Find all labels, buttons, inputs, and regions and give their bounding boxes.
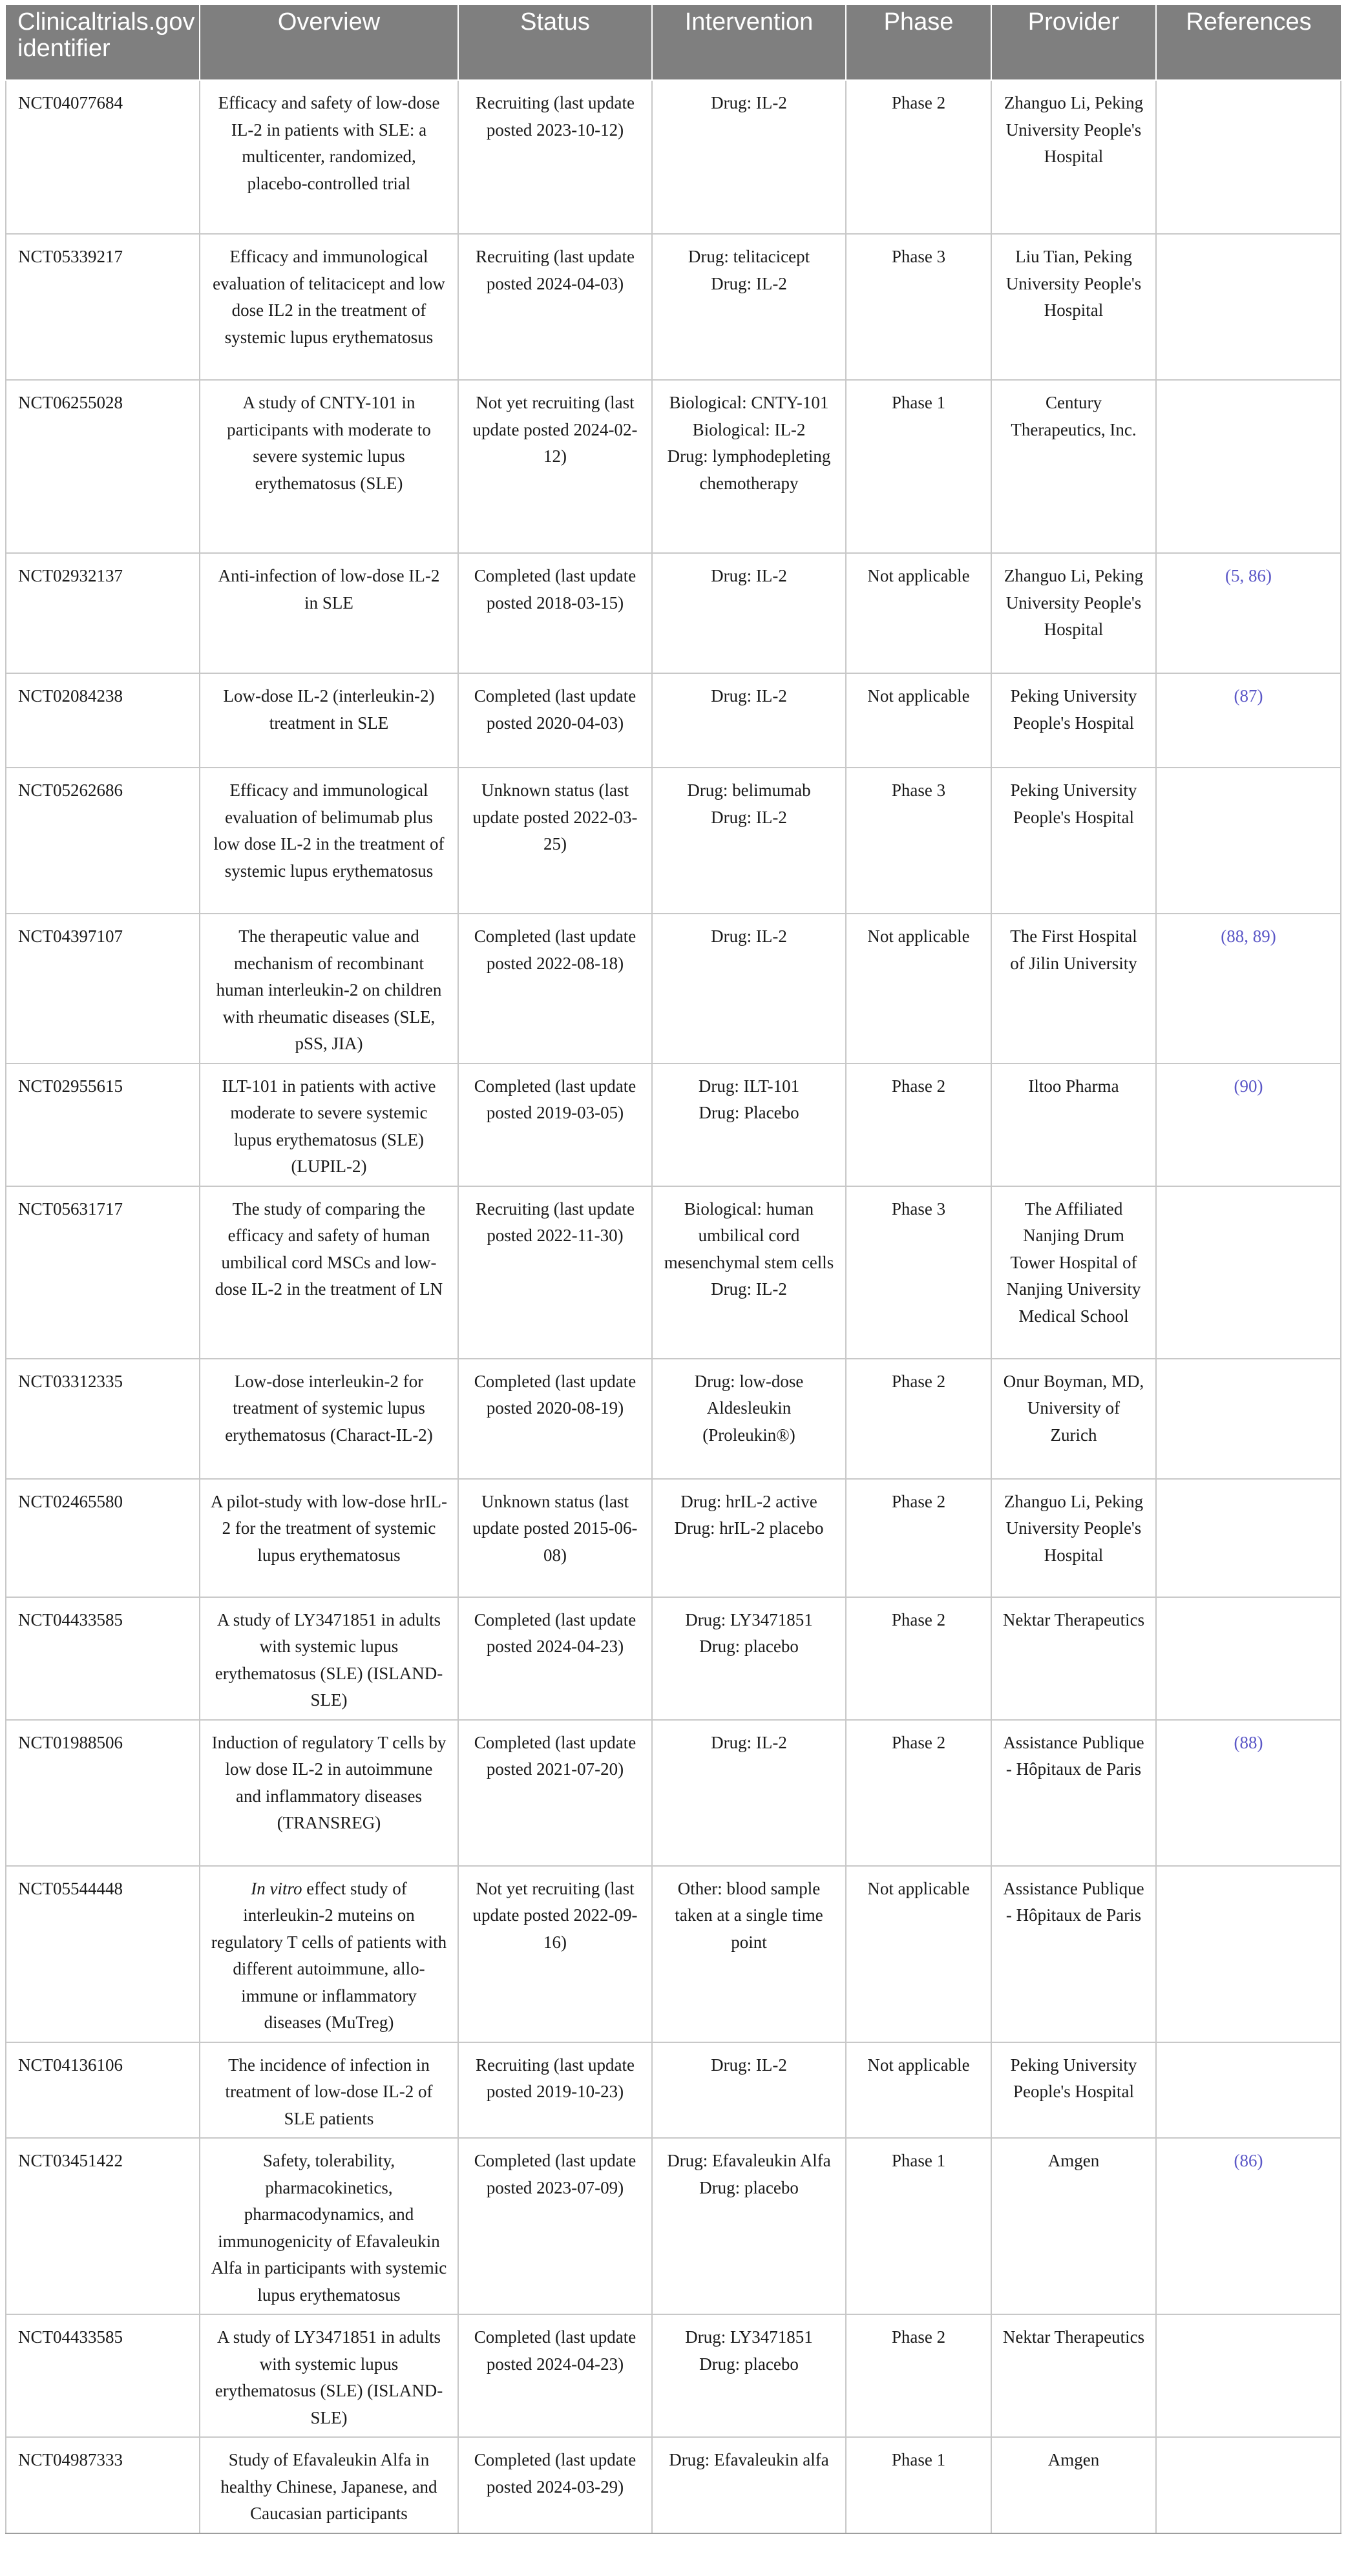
intervention-item: Drug: IL-2 — [711, 566, 787, 585]
table-header — [6, 5, 1341, 80]
header-overview: Overview — [200, 5, 458, 80]
table-row — [6, 2138, 1341, 2314]
trial-overview: A pilot-study with low-dose hrIL-2 for the treatment of systemic lupus erythematosus — [200, 1479, 458, 1597]
table-row — [6, 673, 1341, 768]
table-body — [6, 80, 1341, 2533]
trial-intervention — [652, 1720, 846, 1866]
trial-provider: Assistance Publique - Hôpitaux de Paris — [991, 1720, 1156, 1866]
trial-phase: Phase 2 — [846, 1597, 991, 1720]
trial-references — [1156, 1866, 1341, 2042]
trial-provider: Amgen — [991, 2437, 1156, 2533]
trial-identifier: NCT04433585 — [6, 1597, 200, 1720]
trial-overview: A study of LY3471851 in adults with systemic lupus erythematosus (SLE) (ISLAND-SLE) — [200, 2314, 458, 2437]
trial-provider: Nektar Therapeutics — [991, 1597, 1156, 1720]
trial-identifier: NCT02084238 — [6, 673, 200, 768]
trial-status: Completed (last update posted 2023-07-09) — [458, 2138, 652, 2314]
table-row — [6, 1866, 1341, 2042]
table-row — [6, 553, 1341, 673]
trial-intervention — [652, 1359, 846, 1479]
trial-references: (88, 89) — [1156, 914, 1341, 1063]
trial-identifier: NCT04077684 — [6, 80, 200, 234]
trial-identifier: NCT02932137 — [6, 553, 200, 673]
trial-references — [1156, 80, 1341, 234]
trial-intervention — [652, 1866, 846, 2042]
intervention-item: Drug: IL-2 — [711, 686, 787, 706]
trial-references — [1156, 1479, 1341, 1597]
intervention-item: Drug: hrIL-2 placebo — [674, 1518, 824, 1538]
trial-identifier: NCT01988506 — [6, 1720, 200, 1866]
trial-identifier: NCT02465580 — [6, 1479, 200, 1597]
trial-provider: Peking University People's Hospital — [991, 768, 1156, 914]
intervention-item: Drug: IL-2 — [711, 93, 787, 112]
trial-provider: Peking University People's Hospital — [991, 2042, 1156, 2139]
trial-references: (88) — [1156, 1720, 1341, 1866]
intervention-item: Drug: hrIL-2 active — [680, 1491, 817, 1511]
intervention-item: Drug: Efavaleukin Alfa — [667, 2151, 831, 2170]
intervention-item: Biological: IL-2 — [692, 419, 806, 439]
trial-overview: Low-dose IL-2 (interleukin-2) treatment in SLE — [200, 673, 458, 768]
header-row — [6, 5, 1341, 80]
trial-phase: Not applicable — [846, 914, 991, 1063]
trial-provider: Zhanguo Li, Peking University People's Hospital — [991, 1479, 1156, 1597]
trial-identifier: NCT05631717 — [6, 1186, 200, 1359]
trial-intervention — [652, 1597, 846, 1720]
trial-phase: Phase 2 — [846, 1359, 991, 1479]
trial-identifier: NCT04136106 — [6, 2042, 200, 2139]
table-row — [6, 1597, 1341, 1720]
trial-phase: Phase 2 — [846, 1720, 991, 1866]
header-identifier: Clinicaltrials.gov identifier — [6, 5, 200, 80]
trial-overview: Induction of regulatory T cells by low dose IL-2 in autoimmune and inflammatory diseases (TRANSREG) — [200, 1720, 458, 1866]
header-status: Status — [458, 5, 652, 80]
trial-references: (90) — [1156, 1063, 1341, 1186]
trial-intervention — [652, 2437, 846, 2533]
table-row — [6, 234, 1341, 380]
trial-phase: Phase 2 — [846, 2314, 991, 2437]
trial-references: (86) — [1156, 2138, 1341, 2314]
trial-references — [1156, 1359, 1341, 1479]
intervention-item: Drug: LY3471851 — [685, 1609, 813, 1629]
trial-intervention — [652, 380, 846, 553]
trial-references — [1156, 234, 1341, 380]
trial-status: Recruiting (last update posted 2019-10-23) — [458, 2042, 652, 2139]
trial-phase: Not applicable — [846, 1866, 991, 2042]
trial-phase: Phase 2 — [846, 1063, 991, 1186]
trial-identifier: NCT03312335 — [6, 1359, 200, 1479]
trial-references — [1156, 1597, 1341, 1720]
trial-intervention — [652, 234, 846, 380]
trial-provider: Amgen — [991, 2138, 1156, 2314]
trial-status: Completed (last update posted 2019-03-05) — [458, 1063, 652, 1186]
trial-overview: Safety, tolerability, pharmacokinetics, pharmacodynamics, and immunogenicity of Efavaleukin Alfa in participants with systemic lupus erythematosus — [200, 2138, 458, 2314]
trial-identifier: NCT04987333 — [6, 2437, 200, 2533]
trial-intervention — [652, 768, 846, 914]
trial-intervention — [652, 553, 846, 673]
trial-overview: Low-dose interleukin-2 for treatment of systemic lupus erythematosus (Charact-IL-2) — [200, 1359, 458, 1479]
trial-overview: Efficacy and safety of low-dose IL-2 in patients with SLE: a multicenter, randomized, placebo-controlled trial — [200, 80, 458, 234]
intervention-item: Other: blood sample taken at a single time point — [675, 1878, 823, 1952]
header-provider: Provider — [991, 5, 1156, 80]
trial-intervention — [652, 1063, 846, 1186]
trial-provider: Iltoo Pharma — [991, 1063, 1156, 1186]
intervention-item: Drug: IL-2 — [711, 1279, 787, 1299]
trial-phase: Not applicable — [846, 673, 991, 768]
intervention-item: Drug: Efavaleukin alfa — [669, 2450, 829, 2469]
trial-phase: Not applicable — [846, 2042, 991, 2139]
trial-identifier: NCT05544448 — [6, 1866, 200, 2042]
header-phase: Phase — [846, 5, 991, 80]
trial-phase: Phase 2 — [846, 80, 991, 234]
trial-phase: Phase 3 — [846, 768, 991, 914]
trial-intervention — [652, 1186, 846, 1359]
trial-references — [1156, 2042, 1341, 2139]
clinical-trials-table — [5, 5, 1341, 2534]
trial-references — [1156, 2437, 1341, 2533]
table-row — [6, 914, 1341, 1063]
intervention-item: Drug: belimumab — [687, 780, 811, 800]
trial-overview: A study of CNTY-101 in participants with moderate to severe systemic lupus erythematosus (SLE) — [200, 380, 458, 553]
trial-status: Completed (last update posted 2020-08-19) — [458, 1359, 652, 1479]
trial-intervention — [652, 2314, 846, 2437]
intervention-item: Biological: CNTY-101 — [669, 393, 829, 412]
table-row — [6, 1479, 1341, 1597]
intervention-item: Drug: telitacicept — [688, 247, 810, 266]
trial-provider: Onur Boyman, MD, University of Zurich — [991, 1359, 1156, 1479]
trial-provider: The Affiliated Nanjing Drum Tower Hospital of Nanjing University Medical School — [991, 1186, 1156, 1359]
trial-provider: The First Hospital of Jilin University — [991, 914, 1156, 1063]
intervention-item: Drug: IL-2 — [711, 2055, 787, 2075]
trial-identifier: NCT04433585 — [6, 2314, 200, 2437]
intervention-item: Drug: low-dose Aldesleukin (Proleukin®) — [694, 1371, 804, 1445]
intervention-item: Drug: Placebo — [699, 1103, 799, 1122]
table-row — [6, 1359, 1341, 1479]
table-row — [6, 380, 1341, 553]
trial-overview: Study of Efavaleukin Alfa in healthy Chinese, Japanese, and Caucasian participants — [200, 2437, 458, 2533]
trial-status: Recruiting (last update posted 2022-11-30) — [458, 1186, 652, 1359]
trial-status: Completed (last update posted 2024-04-23) — [458, 2314, 652, 2437]
trial-intervention — [652, 80, 846, 234]
table-row — [6, 80, 1341, 234]
trial-references: (87) — [1156, 673, 1341, 768]
trial-provider: Liu Tian, Peking University People's Hospital — [991, 234, 1156, 380]
trial-phase: Phase 3 — [846, 1186, 991, 1359]
trial-overview: A study of LY3471851 in adults with systemic lupus erythematosus (SLE) (ISLAND-SLE) — [200, 1597, 458, 1720]
intervention-item: Drug: placebo — [699, 1637, 799, 1656]
intervention-item: Drug: IL-2 — [711, 1732, 787, 1752]
trial-overview: Anti-infection of low-dose IL-2 in SLE — [200, 553, 458, 673]
header-intervention: Intervention — [652, 5, 846, 80]
trial-overview: The study of comparing the efficacy and safety of human umbilical cord MSCs and low-dose IL-2 in the treatment of LN — [200, 1186, 458, 1359]
intervention-item: Drug: lymphodepleting chemotherapy — [667, 446, 831, 493]
header-references: References — [1156, 5, 1341, 80]
trials-table-container — [5, 5, 1340, 2534]
table-row — [6, 768, 1341, 914]
trial-status: Recruiting (last update posted 2023-10-12) — [458, 80, 652, 234]
table-row — [6, 2042, 1341, 2139]
trial-overview — [200, 1866, 458, 2042]
trial-overview: ILT-101 in patients with active moderate to severe systemic lupus erythematosus (SLE) (LUPIL-2) — [200, 1063, 458, 1186]
overview-text: effect study of interleukin-2 muteins on regulatory T cells of patients with different autoimmune, allo-immune or inflammatory diseases (MuTreg) — [211, 1878, 447, 2032]
trial-intervention — [652, 1479, 846, 1597]
trial-phase: Phase 1 — [846, 2138, 991, 2314]
table-row — [6, 2314, 1341, 2437]
intervention-item: Drug: LY3471851 — [685, 2327, 813, 2347]
intervention-item: Drug: ILT-101 — [698, 1076, 800, 1096]
trial-identifier: NCT06255028 — [6, 380, 200, 553]
trial-identifier: NCT03451422 — [6, 2138, 200, 2314]
trial-identifier: NCT05339217 — [6, 234, 200, 380]
trial-overview: The incidence of infection in treatment of low-dose IL-2 of SLE patients — [200, 2042, 458, 2139]
trial-status: Completed (last update posted 2020-04-03) — [458, 673, 652, 768]
trial-intervention — [652, 2042, 846, 2139]
trial-phase: Phase 1 — [846, 2437, 991, 2533]
intervention-item: Drug: IL-2 — [711, 807, 787, 827]
trial-references — [1156, 768, 1341, 914]
trial-references — [1156, 380, 1341, 553]
trial-provider: Peking University People's Hospital — [991, 673, 1156, 768]
trial-phase: Phase 2 — [846, 1479, 991, 1597]
table-row — [6, 1186, 1341, 1359]
trial-overview: The therapeutic value and mechanism of recombinant human interleukin-2 on children with rheumatic diseases (SLE, pSS, JIA) — [200, 914, 458, 1063]
trial-intervention — [652, 914, 846, 1063]
trial-phase: Phase 3 — [846, 234, 991, 380]
trial-phase: Not applicable — [846, 553, 991, 673]
trial-provider: Assistance Publique - Hôpitaux de Paris — [991, 1866, 1156, 2042]
table-row — [6, 2437, 1341, 2533]
trial-references: (5, 86) — [1156, 553, 1341, 673]
trial-status: Unknown status (last update posted 2022-03-25) — [458, 768, 652, 914]
trial-provider: Zhanguo Li, Peking University People's Hospital — [991, 80, 1156, 234]
intervention-item: Biological: human umbilical cord mesenchymal stem cells — [664, 1199, 834, 1272]
trial-intervention — [652, 2138, 846, 2314]
table-row — [6, 1720, 1341, 1866]
table-row — [6, 1063, 1341, 1186]
trial-status: Not yet recruiting (last update posted 2024-02-12) — [458, 380, 652, 553]
trial-provider: Century Therapeutics, Inc. — [991, 380, 1156, 553]
trial-references — [1156, 2314, 1341, 2437]
trial-identifier: NCT02955615 — [6, 1063, 200, 1186]
trial-status: Unknown status (last update posted 2015-06-08) — [458, 1479, 652, 1597]
trial-identifier: NCT04397107 — [6, 914, 200, 1063]
trial-overview: Efficacy and immunological evaluation of belimumab plus low dose IL-2 in the treatment of systemic lupus erythematosus — [200, 768, 458, 914]
intervention-item: Drug: placebo — [699, 2354, 799, 2374]
trial-status: Completed (last update posted 2021-07-20) — [458, 1720, 652, 1866]
trial-status: Completed (last update posted 2024-04-23) — [458, 1597, 652, 1720]
intervention-item: Drug: IL-2 — [711, 273, 787, 293]
trial-provider: Nektar Therapeutics — [991, 2314, 1156, 2437]
trial-overview: Efficacy and immunological evaluation of telitacicept and low dose IL2 in the treatment of systemic lupus erythematosus — [200, 234, 458, 380]
trial-phase: Phase 1 — [846, 380, 991, 553]
trial-references — [1156, 1186, 1341, 1359]
trial-provider: Zhanguo Li, Peking University People's Hospital — [991, 553, 1156, 673]
trial-status: Completed (last update posted 2022-08-18) — [458, 914, 652, 1063]
trial-intervention — [652, 673, 846, 768]
trial-status: Completed (last update posted 2018-03-15) — [458, 553, 652, 673]
overview-emphasis: In vitro — [251, 1878, 302, 1898]
trial-identifier: NCT05262686 — [6, 768, 200, 914]
trial-status: Completed (last update posted 2024-03-29) — [458, 2437, 652, 2533]
trial-status: Recruiting (last update posted 2024-04-03) — [458, 234, 652, 380]
intervention-item: Drug: IL-2 — [711, 927, 787, 946]
intervention-item: Drug: placebo — [699, 2177, 799, 2197]
trial-status: Not yet recruiting (last update posted 2022-09-16) — [458, 1866, 652, 2042]
